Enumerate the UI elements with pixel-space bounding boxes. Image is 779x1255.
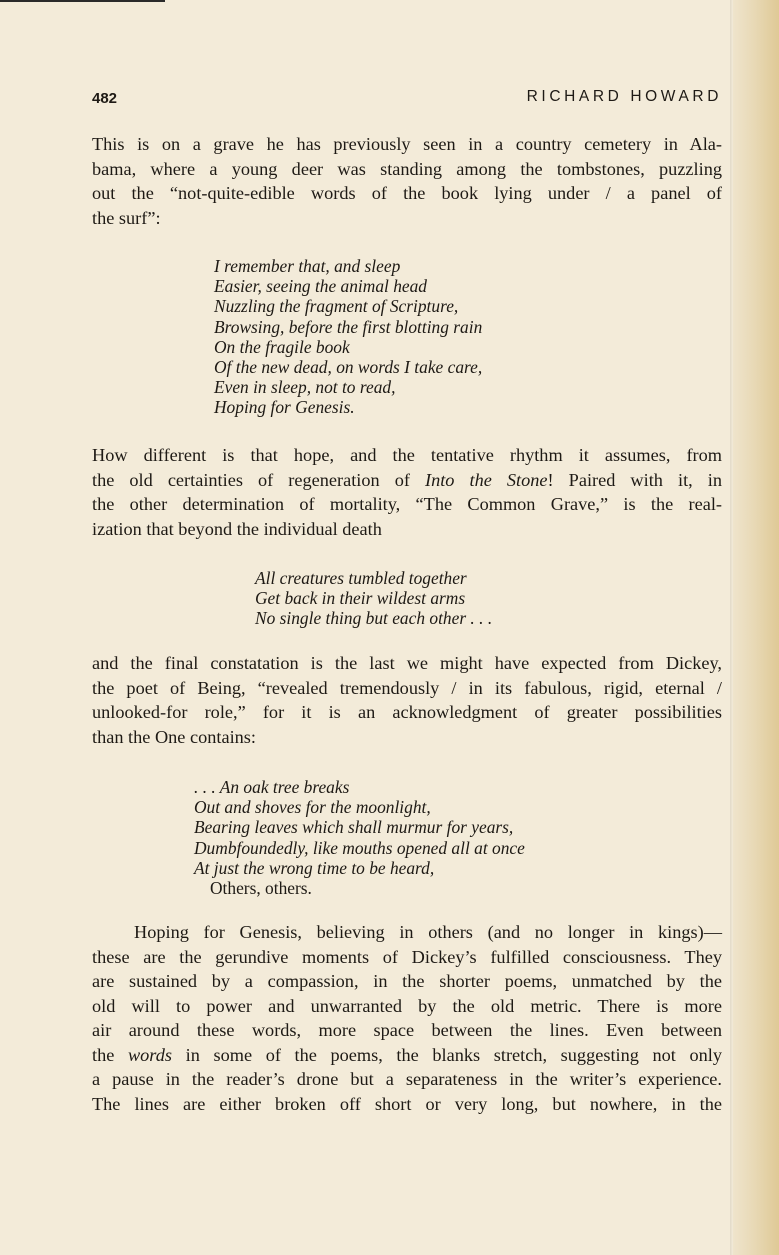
paragraph-line: This is on a grave he has previously seen in a country cemetery in Ala- (92, 134, 722, 154)
emphasis: words (127, 1044, 172, 1065)
paragraph-line (92, 1043, 722, 1068)
verse-line: Hoping for Genesis. (214, 397, 355, 418)
verse-line: Others, others. (210, 878, 312, 899)
paragraph-line: out the “not-quite-edible words of the book lying under / a panel of (92, 183, 722, 203)
paragraph-2 (92, 443, 722, 541)
paragraph-line: the surf”: (92, 207, 161, 228)
verse-line: . . . An oak tree breaks (194, 777, 350, 797)
paragraph-line: How different is that hope, and the tentative rhythm it assumes, from (92, 445, 722, 465)
top-rule (0, 0, 165, 2)
paragraph-line: air around these words, more space between the lines. Even between (92, 1020, 722, 1040)
running-head: RICHARD HOWARD (526, 88, 722, 105)
paragraph-line: are sustained by a compassion, in the shorter poems, unmatched by the (92, 971, 722, 991)
paragraph-line: a pause in the reader’s drone but a separateness in the writer’s experience. (92, 1069, 722, 1089)
text-run: ! Paired with it, in (547, 469, 722, 490)
verse-line: Dumbfoundedly, like mouths opened all at once (194, 837, 525, 858)
page-fold-shadow (730, 0, 733, 1255)
verse-quote-2 (255, 568, 492, 629)
verse-line: At just the wrong time to be heard, (194, 857, 435, 878)
verse-quote-3 (194, 777, 525, 898)
paragraph-line: the poet of Being, “revealed tremendously / in its fabulous, rigid, eternal / (92, 677, 722, 698)
verse-line: Easier, seeing the animal head (214, 276, 428, 297)
verse-line: On the fragile book (214, 336, 350, 357)
paragraph-1 (92, 132, 722, 230)
verse-quote-1 (214, 256, 482, 418)
verse-line: Bearing leaves which shall murmur for years, (194, 817, 514, 838)
verse-line: All creatures tumbled together (255, 568, 467, 588)
paragraph-line: ization that beyond the individual death (92, 518, 382, 539)
paragraph-4 (92, 920, 722, 1116)
paragraph-line: Hoping for Genesis, believing in others (and no longer in kings)— (134, 922, 722, 942)
paragraph-3 (92, 651, 722, 749)
verse-line: Out and shoves for the moonlight, (194, 797, 431, 818)
verse-line: Nuzzling the fragment of Scripture, (214, 296, 459, 317)
text-run: the old certainties of regeneration of (92, 469, 425, 490)
verse-line: Get back in their wildest arms (255, 588, 466, 609)
book-title: Into the Stone (424, 469, 548, 490)
verse-line: No single thing but each other . . . (255, 608, 493, 629)
text-run: the (92, 1044, 128, 1065)
paragraph-line: The lines are either broken off short or very long, but nowhere, in the (92, 1093, 722, 1114)
text-run: in some of the poems, the blanks stretch, suggesting not only (172, 1044, 723, 1065)
paragraph-line: than the One contains: (92, 726, 256, 747)
paragraph-line: and the final constatation is the last we might have expected from Dickey, (92, 653, 722, 673)
paragraph-line: old will to power and unwarranted by the old metric. There is more (92, 995, 722, 1016)
verse-line: Browsing, before the first blotting rain (214, 316, 483, 337)
verse-line: I remember that, and sleep (214, 256, 401, 276)
verse-line: Of the new dead, on words I take care, (214, 357, 483, 378)
paragraph-line: bama, where a young deer was standing among the tombstones, puzzling (92, 158, 722, 179)
verse-line: Even in sleep, not to read, (214, 377, 396, 398)
paragraph-line: unlooked-for role,” for it is an acknowledgment of greater possibilities (92, 702, 722, 722)
paragraph-line: the other determination of mortality, “The Common Grave,” is the real- (92, 494, 722, 514)
paragraph-line: these are the gerundive moments of Dickey’s fulfilled consciousness. They (92, 946, 722, 967)
page-edge (733, 0, 779, 1255)
paragraph-line (92, 468, 722, 493)
page-number: 482 (92, 90, 118, 107)
page-header (92, 88, 722, 112)
